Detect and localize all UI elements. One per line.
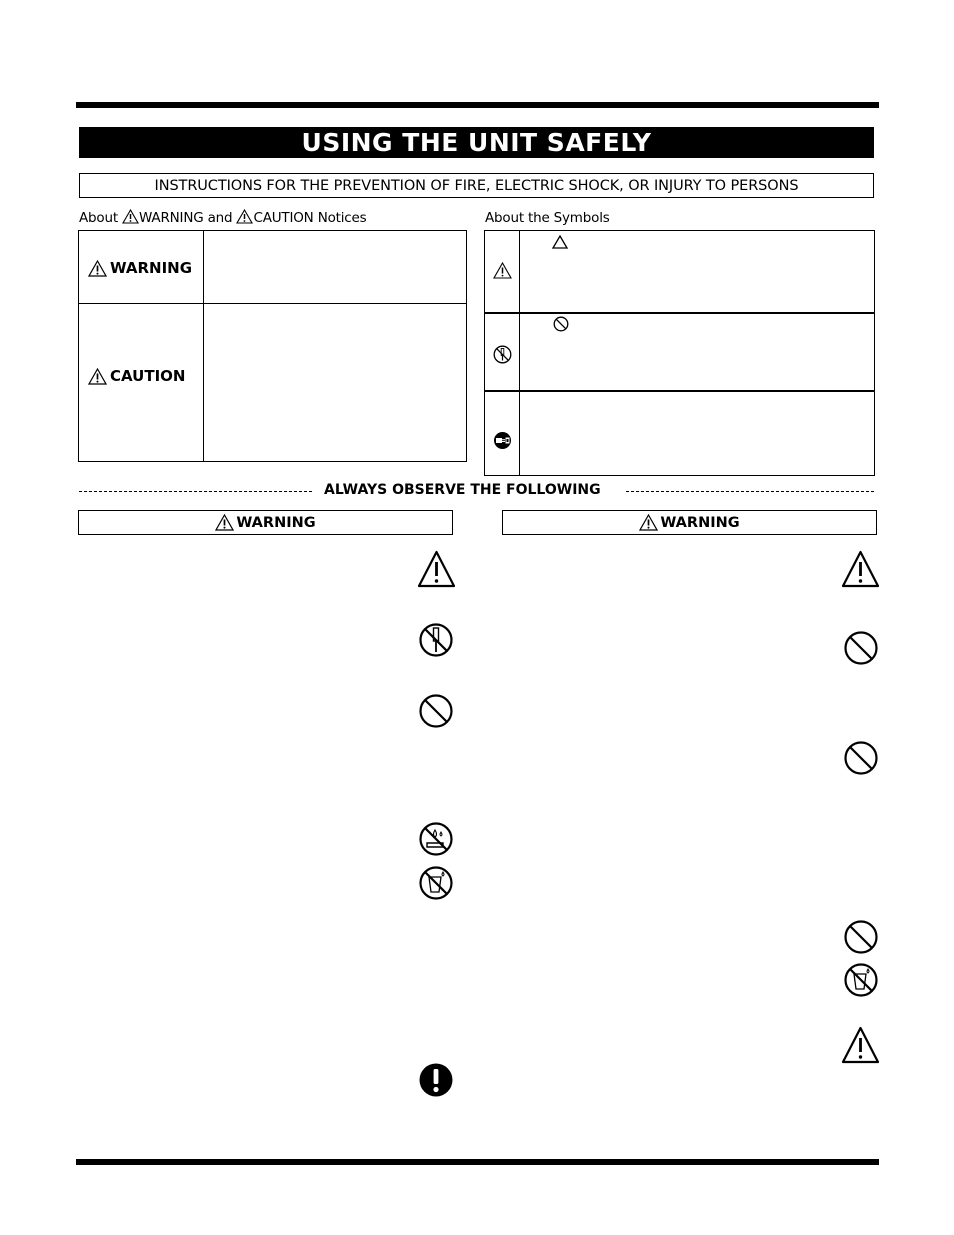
symbols-row-divider-1 [485, 312, 874, 314]
no-water-icon [419, 822, 453, 856]
top-rule [76, 102, 879, 108]
instructions-subtitle: INSTRUCTIONS FOR THE PREVENTION OF FIRE, ELECTRIC SHOCK, OR INJURY TO PERSONS [79, 173, 874, 198]
prohibition-circle-icon [844, 920, 878, 954]
observe-divider-right [626, 491, 874, 492]
unplug-icon [493, 431, 512, 450]
symbols-row-divider-2 [485, 390, 874, 392]
mandatory-action-icon [419, 1063, 453, 1097]
caution-triangle-icon [493, 262, 512, 279]
no-liquid-icon [844, 962, 878, 998]
left-warning-label: WARNING [236, 514, 316, 531]
symbols-heading: About the Symbols [485, 210, 610, 226]
prohibition-circle-icon [844, 631, 878, 665]
no-liquid-icon [419, 865, 453, 901]
notices-heading [79, 209, 366, 226]
warning-triangle-icon [639, 514, 658, 531]
observe-divider-left [79, 491, 312, 492]
warning-triangle-icon [88, 260, 107, 277]
warning-triangle-icon [215, 514, 234, 531]
notices-table [78, 230, 467, 462]
right-warning-header [502, 510, 877, 535]
caution-notice-label [88, 367, 185, 385]
caution-triangle-icon [417, 550, 456, 588]
notices-heading-about: About [79, 210, 118, 226]
no-disassemble-icon [419, 623, 453, 657]
caution-triangle-icon [236, 209, 253, 224]
notices-heading-caution: CAUTION [253, 210, 314, 226]
prohibition-circle-icon [553, 316, 569, 332]
page-title: USING THE UNIT SAFELY [79, 127, 874, 158]
always-observe-heading: ALWAYS OBSERVE THE FOLLOWING [324, 482, 601, 498]
prohibition-circle-icon [844, 741, 878, 775]
right-warning-label: WARNING [660, 514, 740, 531]
left-warning-header [78, 510, 453, 535]
notices-heading-notices: Notices [317, 210, 367, 226]
caution-notice-text: CAUTION [110, 367, 186, 385]
bottom-rule [76, 1159, 879, 1165]
notices-row-divider [79, 303, 466, 304]
notices-heading-warning: WARNING [139, 210, 204, 226]
triangle-icon [552, 235, 568, 249]
caution-triangle-icon [88, 368, 107, 385]
warning-triangle-icon [122, 209, 139, 224]
prohibition-circle-icon [419, 694, 453, 728]
notices-heading-and: and [207, 210, 233, 226]
notices-column-divider [203, 231, 204, 461]
warning-notice-label [88, 259, 192, 277]
no-disassemble-icon [493, 345, 512, 364]
symbols-table [484, 230, 875, 476]
caution-triangle-icon [841, 1026, 880, 1064]
warning-notice-text: WARNING [110, 259, 193, 277]
caution-triangle-icon [841, 550, 880, 588]
symbols-column-divider [519, 231, 520, 475]
